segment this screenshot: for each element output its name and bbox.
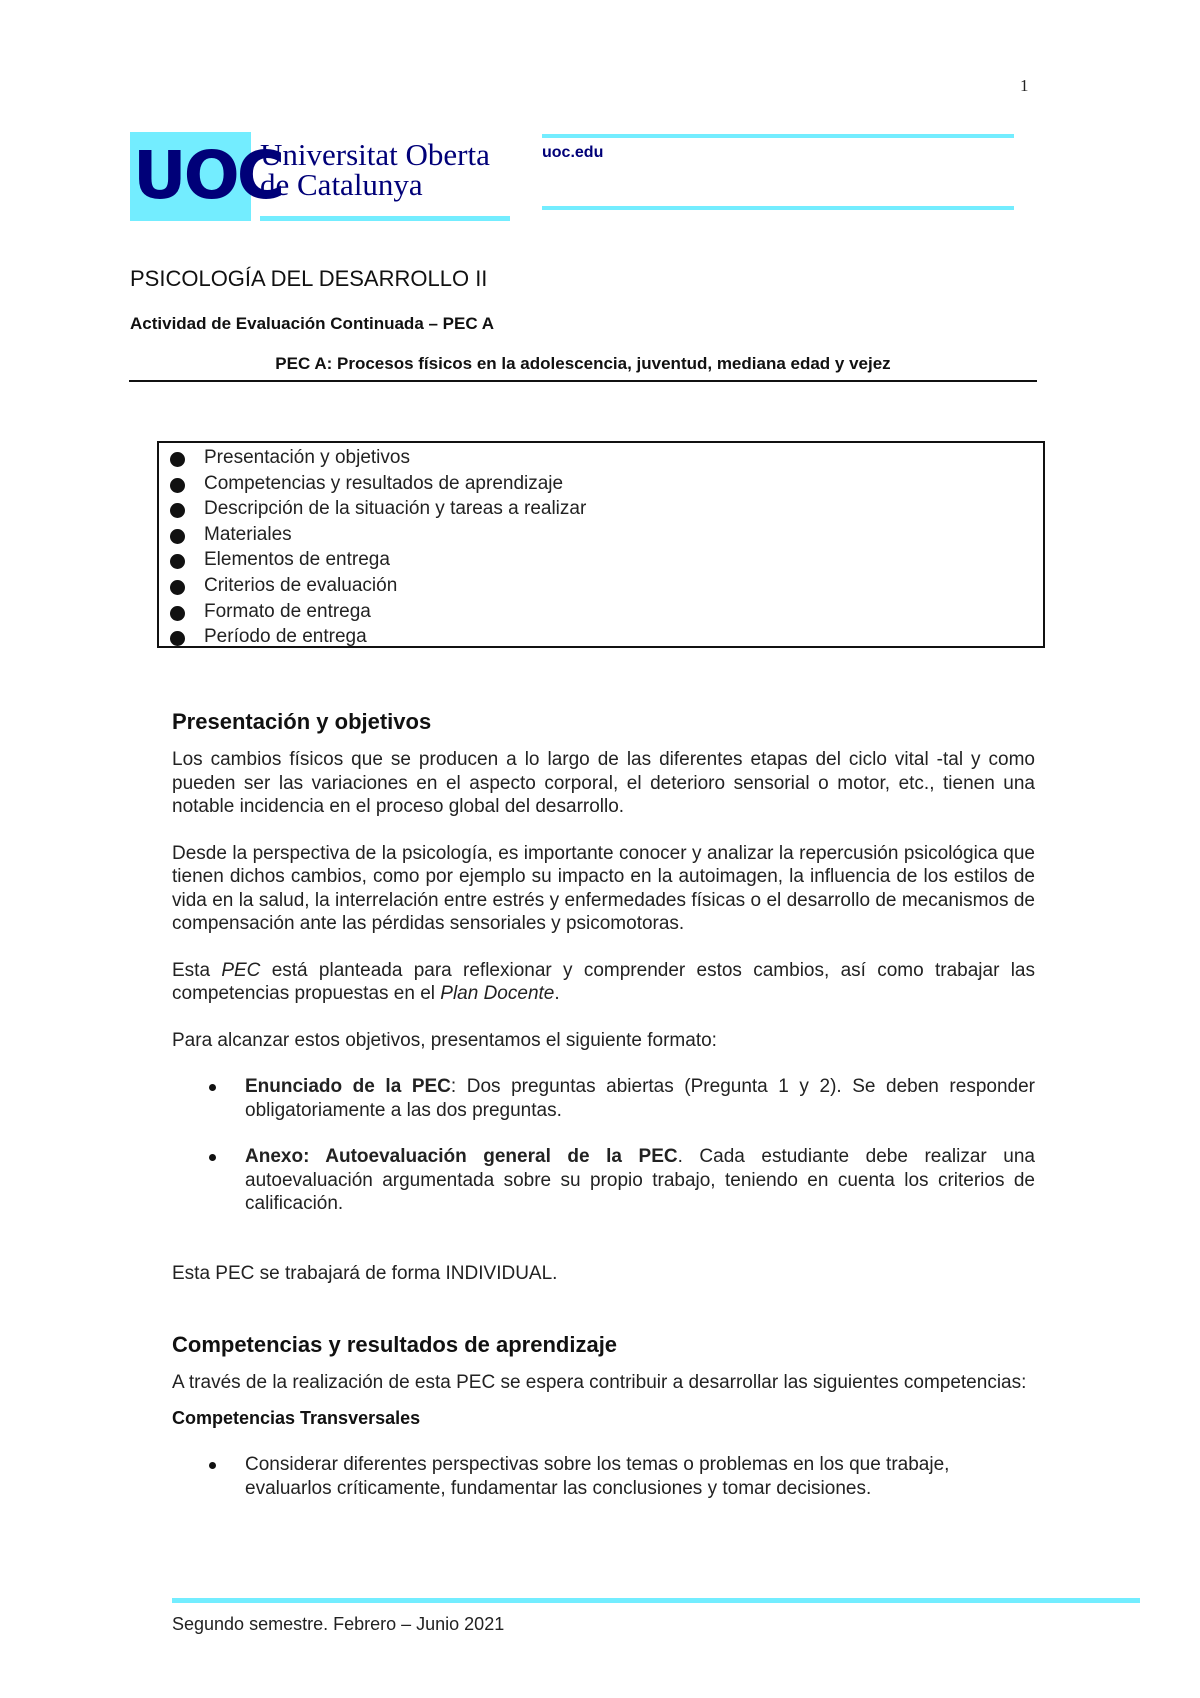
page-number: 1: [1020, 76, 1029, 95]
bullet-icon: [170, 606, 185, 621]
toc-item: [159, 599, 1043, 625]
toc-item: [159, 624, 1043, 650]
course-title: PSICOLOGÍA DEL DESARROLLO II: [130, 266, 488, 291]
toc-item-label: Formato de entrega: [204, 600, 371, 622]
bullet-icon: [170, 529, 185, 544]
bullet-icon: [170, 503, 185, 518]
toc-item-label: Elementos de entrega: [204, 549, 390, 571]
university-name-line2: de Catalunya: [260, 167, 423, 202]
paragraph: Desde la perspectiva de la psicología, es importante conocer y analizar la repercusión psicológica que tienen dichos cambios, como por ejemplo su impacto en la autoimagen, la influencia de los estilos de vida en la salud, la interrelación entre estrés y enfermedades físicas o el desarrollo de mecanismos de compensación ante las pérdidas sensoriales y psicomotoras.: [172, 842, 1035, 934]
pec-title: PEC A: Procesos físicos en la adolescencia, juventud, mediana edad y vejez: [275, 354, 891, 373]
header-rule-bottom: [542, 206, 1014, 210]
activity-title: Actividad de Evaluación Continuada – PEC A: [130, 314, 494, 333]
emphasis-pec: PEC: [221, 959, 261, 981]
emphasis-plan-docente: Plan Docente: [440, 983, 555, 1004]
toc-item: [159, 496, 1043, 522]
bullet-icon: [209, 1462, 216, 1469]
paragraph: A través de la realización de esta PEC se espera contribuir a desarrollar las siguientes competencias:: [172, 1372, 1027, 1393]
list-item-text: : Dos preguntas abiertas (Pregunta 1 y 2). Se deben responder obligatoriamente a las dos preguntas.: [245, 1076, 1035, 1121]
university-name-line1: Universitat Oberta: [260, 137, 490, 172]
footer-text: Segundo semestre. Febrero – Junio 2021: [172, 1614, 505, 1634]
toc-item-label: Presentación y objetivos: [204, 447, 410, 468]
paragraph: Los cambios físicos que se producen a lo largo de las diferentes etapas del ciclo vital -tal y como pueden ser las variaciones en el aspecto corporal, el deterioro sensorial o motor, etc., tienen una notable incidencia en el proceso global del desarrollo.: [172, 749, 1035, 817]
paragraph: Para alcanzar estos objetivos, presentamos el siguiente formato:: [172, 1029, 717, 1051]
list-item: [172, 1453, 1035, 1500]
toc-item-label: Descripción de la situación y tareas a realizar: [204, 498, 587, 520]
toc-item: [159, 471, 1043, 497]
title-divider: [129, 380, 1037, 382]
document-body: [172, 708, 1035, 1500]
bullet-icon: [170, 580, 185, 595]
text-run: .: [554, 983, 560, 1004]
toc-item: [159, 522, 1043, 548]
toc-item-label: Materiales: [204, 523, 292, 545]
bullet-icon: [170, 452, 185, 467]
list-item-text: Considerar diferentes perspectivas sobre los temas o problemas en los que trabaje, evaluarlos críticamente, fundamentar las conclusiones y tomar decisiones.: [245, 1454, 950, 1499]
uoc-domain: uoc.edu: [542, 144, 604, 161]
toc-item: [159, 573, 1043, 599]
sub-heading-transversal: Competencias Transversales: [172, 1407, 421, 1428]
toc-item: [159, 445, 1043, 471]
bullet-icon: [209, 1084, 216, 1091]
bullet-icon: [170, 478, 185, 493]
section-heading-presentation: Presentación y objetivos: [172, 709, 432, 734]
paragraph: Esta PEC se trabajará de forma INDIVIDUAL.: [172, 1262, 558, 1284]
logo-underline: [260, 216, 510, 221]
list-item-label: Enunciado de la PEC: [245, 1076, 451, 1097]
bullet-icon: [170, 631, 185, 646]
list-item-text: . Cada estudiante debe realizar una autoevaluación argumentada sobre su propio trabajo, teniendo en cuenta los criterios de calificación.: [245, 1146, 1035, 1214]
bullet-icon: [209, 1154, 216, 1161]
text-run: Esta: [172, 959, 222, 981]
toc-item-label: Criterios de evaluación: [204, 574, 398, 596]
list-item-label: Anexo: Autoevaluación general de la PEC: [245, 1146, 678, 1167]
bullet-icon: [170, 554, 185, 569]
list-item: [172, 1075, 1035, 1122]
table-of-contents: [157, 441, 1045, 648]
header-rule-top: [542, 134, 1014, 138]
list-item: [172, 1145, 1035, 1216]
footer-rule: [172, 1598, 1140, 1603]
paragraph: [172, 959, 1035, 1006]
toc-item: [159, 547, 1043, 573]
toc-item-label: Período de entrega: [204, 626, 367, 648]
section-heading-competencies: Competencias y resultados de aprendizaje: [172, 1332, 618, 1357]
toc-item-label: Competencias y resultados de aprendizaje: [204, 472, 564, 494]
logo-mark: UOC: [133, 137, 283, 214]
text-run: está planteada para reflexionar y comprender estos cambios, así como trabajar las competencias propuestas en el: [172, 959, 1035, 1004]
